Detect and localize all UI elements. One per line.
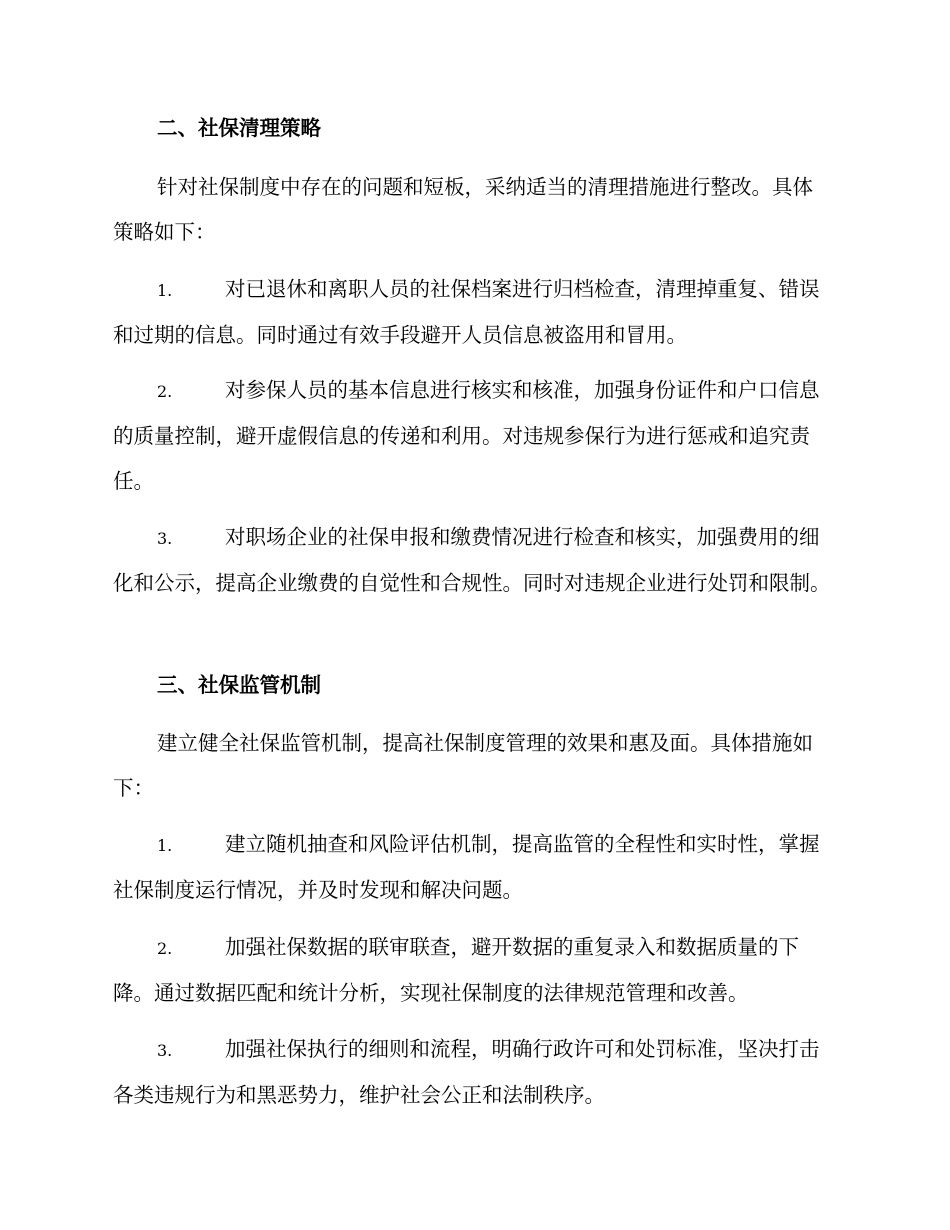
list-item xyxy=(113,1027,833,1118)
list-item-number: 2. xyxy=(157,939,173,958)
list-item-number: 3. xyxy=(157,529,173,548)
list-item-text: 对职场企业的社保申报和缴费情况进行检查和核实，加强费用的细化和公示，提高企业缴费的自觉性和合规性。同时对违规企业进行处罚和限制。 xyxy=(113,525,831,595)
section-intro: 针对社保制度中存在的问题和短板，采纳适当的清理措施进行整改。具体策略如下： xyxy=(113,175,813,244)
section-heading: 二、社保清理策略 xyxy=(157,116,321,140)
list-item-text: 加强社保执行的细则和流程，明确行政许可和处罚标准，坚决打击各类违规行为和黑恶势力，维护社会公正和法制秩序。 xyxy=(113,1037,820,1107)
list-item-text: 对已退休和离职人员的社保档案进行归档检查，清理掉重复、错误和过期的信息。同时通过有效手段避开人员信息被盗用和冒用。 xyxy=(113,277,820,347)
section-heading: 三、社保监管机制 xyxy=(157,673,321,697)
list-item xyxy=(113,515,833,606)
list-item xyxy=(113,368,833,504)
list-item xyxy=(113,267,833,358)
list-item xyxy=(113,822,833,913)
list-item-text: 加强社保数据的联审联查，避开数据的重复录入和数据质量的下降。通过数据匹配和统计分析，实现社保制度的法律规范管理和改善。 xyxy=(113,935,799,1005)
list-item-text: 建立随机抽查和风险评估机制，提高监管的全程性和实时性，掌握社保制度运行情况，并及时发现和解决问题。 xyxy=(113,832,820,902)
list-item-number: 1. xyxy=(157,281,173,300)
list-item xyxy=(113,925,833,1016)
section-intro: 建立健全社保监管机制，提高社保制度管理的效果和惠及面。具体措施如下： xyxy=(113,731,813,800)
list-item-number: 3. xyxy=(157,1041,173,1060)
list-item-number: 2. xyxy=(157,382,173,401)
list-item-number: 1. xyxy=(157,836,173,855)
list-item-text: 对参保人员的基本信息进行核实和核准，加强身份证件和户口信息的质量控制，避开虚假信息的传递和利用。对违规参保行为进行惩戒和追究责任。 xyxy=(113,378,820,493)
